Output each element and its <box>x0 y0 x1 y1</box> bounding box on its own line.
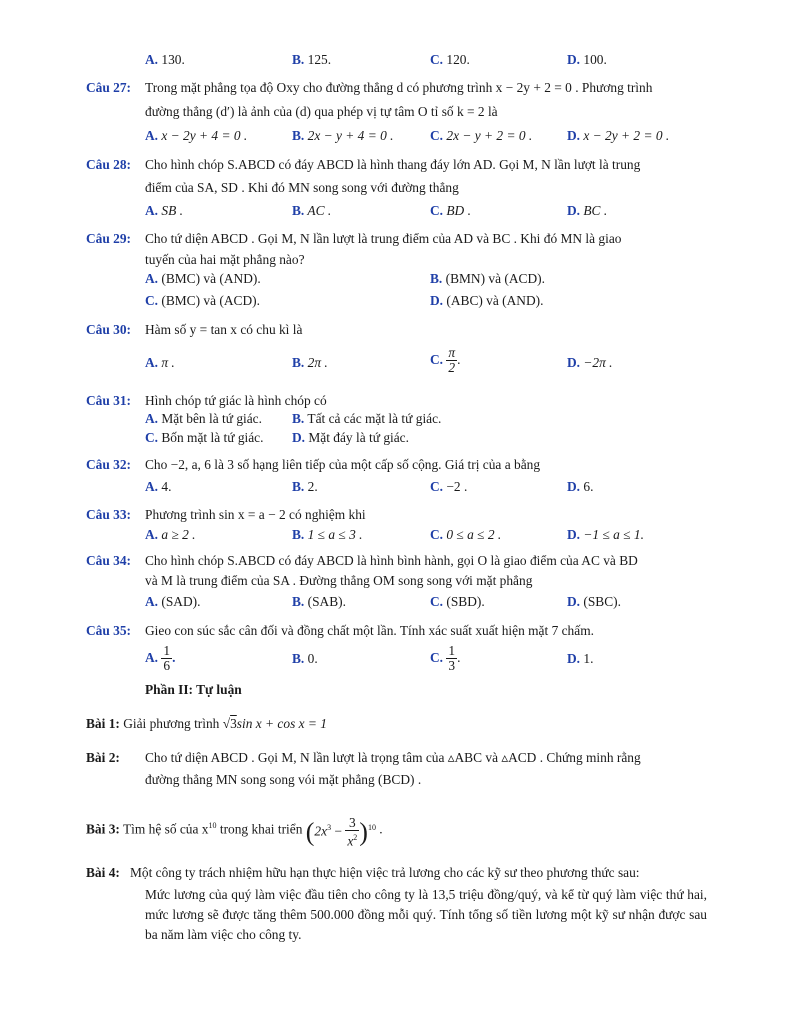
bai-4-text-1: Một công ty trách nhiệm hữu hạn thực hiện việc trả lương cho các kỹ sư theo phương thức sau: <box>130 865 640 880</box>
q28-option-a: A. SB . <box>145 203 183 218</box>
q35-option-c: C. $\frac{1}{3}$ . <box>430 643 461 674</box>
q28-option-d: D. BC . <box>567 203 608 218</box>
q32-option-b: B. 2. <box>292 479 318 494</box>
q26-option-a: A. 130. <box>145 52 185 67</box>
expansion-expression: ($2x^3$ − $\frac{3}{x^2}$ )$^{10}$ <box>305 815 376 849</box>
q33-option-d: D. −1 ≤ a ≤ 1. <box>567 527 644 542</box>
q35-text-1: Gieo con súc sắc cân đối và đồng chất một lần. Tính xác suất xuất hiện mặt 7 chấm. <box>145 623 594 638</box>
q28-option-c: C. BD . <box>430 203 471 218</box>
q32-option-d: D. 6. <box>567 479 594 494</box>
q30-number: Câu 30: <box>86 322 132 337</box>
q35-option-d: D. 1. <box>567 651 594 666</box>
q29-option-b: B. (BMN) và (ACD). <box>430 271 545 286</box>
q26-option-b: B. 125. <box>292 52 332 67</box>
q28-option-b: B. AC . <box>292 203 332 218</box>
q27-option-a: A. x − 2y + 4 = 0 . <box>145 128 248 143</box>
q28-number: Câu 28: <box>86 157 132 172</box>
q33-text-1: Phương trình sin x = a − 2 có nghiệm khi <box>145 507 366 522</box>
q27-text-2: đường thẳng (d′) là ảnh của (d) qua phép vị tự tâm O tỉ số k = 2 là <box>145 104 498 119</box>
q33-option-a: A. a ≥ 2 . <box>145 527 196 542</box>
q35-option-b: B. 0. <box>292 651 318 666</box>
bai-1-label: Bài 1: <box>86 716 120 731</box>
q35-number: Câu 35: <box>86 623 132 638</box>
q31-option-d: D. Mặt đáy là tứ giác. <box>292 430 409 445</box>
q34-option-c: C. (SBD). <box>430 594 485 609</box>
q30-option-b: B. 2π . <box>292 355 328 370</box>
q30-text-1: Hàm số y = tan x có chu kì là <box>145 322 303 337</box>
q29-number: Câu 29: <box>86 231 132 246</box>
q26-option-c: C. 120. <box>430 52 470 67</box>
q29-option-c: C. (BMC) và (ACD). <box>145 293 260 308</box>
bai-4-label: Bài 4: <box>86 865 120 880</box>
q34-text-2: và M là trung điểm của SA . Đường thẳng OM song song với mặt phẳng <box>145 573 533 588</box>
q29-option-d: D. (ABC) và (AND). <box>430 293 544 308</box>
q34-number: Câu 34: <box>86 553 132 568</box>
q32-option-a: A. 4. <box>145 479 172 494</box>
q27-text-1: Trong mặt phẳng tọa độ Oxy cho đường thẳng d có phương trình x − 2y + 2 = 0 . Phương trình <box>145 80 653 95</box>
q34-option-a: A. (SAD). <box>145 594 201 609</box>
bai-1: Bài 1: Giải phương trình √3sin x + cos x = 1 <box>86 716 327 731</box>
q34-text-1: Cho hình chóp S.ABCD có đáy ABCD là hình bình hành, gọi O là giao điểm của AC và BD <box>145 553 638 568</box>
q31-text-1: Hình chóp tứ giác là hình chóp có <box>145 393 327 408</box>
part-2-heading: Phần II: Tự luận <box>145 682 242 697</box>
q32-number: Câu 32: <box>86 457 132 472</box>
q26-option-d: D. 100. <box>567 52 607 67</box>
sqrt-symbol: √3 <box>222 716 237 731</box>
q30-option-c: C. $\frac{\pi}{2}$ . <box>430 345 461 376</box>
q29-option-a: A. (BMC) và (AND). <box>145 271 261 286</box>
q27-option-c: C. 2x − y + 2 = 0 . <box>430 128 533 143</box>
q34-option-d: D. (SBC). <box>567 594 621 609</box>
q30-option-d: D. −2π . <box>567 355 613 370</box>
bai-2-text-2: đường thẳng MN song song vói mặt phẳng (BCD) . <box>145 772 422 787</box>
bai-2-label: Bài 2: <box>86 750 120 765</box>
bai-4-text-rest: Mức lương của quý làm việc đầu tiên cho công ty là 13,5 triệu đồng/quý, và kể từ quý làm việc thứ hai, mức lương sẽ được tăng thêm 500.000 đồng mỗi quý. Tính tổng số tiền lương một kỹ sư nhận được sau ba năm làm việc cho công ty. <box>145 887 707 942</box>
q33-option-c: C. 0 ≤ a ≤ 2 . <box>430 527 502 542</box>
q32-option-c: C. −2 . <box>430 479 468 494</box>
q29-text-1: Cho tứ diện ABCD . Gọi M, N lần lượt là trung điểm của AD và BC . Khi đó MN là giao <box>145 231 622 246</box>
bai-2-text-1: Cho tứ diện ABCD . Gọi M, N lần lượt là trọng tâm của ▵ABC và ▵ACD . Chứng minh rằng <box>145 750 641 765</box>
q28-text-2: điểm của SA, SD . Khi đó MN song song với đường thẳng <box>145 180 459 195</box>
q27-option-b: B. 2x − y + 4 = 0 . <box>292 128 394 143</box>
q31-number: Câu 31: <box>86 393 132 408</box>
q30-option-a: A. π . <box>145 355 175 370</box>
q31-option-c: C. Bốn mặt là tứ giác. <box>145 430 264 445</box>
q31-option-b: B. Tất cả các mặt là tứ giác. <box>292 411 442 426</box>
q35-option-a: A. $\frac{1}{6}$ . <box>145 643 176 674</box>
q34-option-b: B. (SAB). <box>292 594 346 609</box>
q27-option-d: D. x − 2y + 2 = 0 . <box>567 128 670 143</box>
bai-3: Bài 3: Tìm hệ số của $x^{10}$ trong khai triển ($2x^3$ − $\frac{3}{x^2}$ )$^{10}$ . <box>86 806 383 853</box>
q33-option-b: B. 1 ≤ a ≤ 3 . <box>292 527 363 542</box>
q32-text-1: Cho −2, a, 6 là 3 số hạng liên tiếp của một cấp số cộng. Giá trị của a bằng <box>145 457 541 472</box>
bai-3-label: Bài 3: <box>86 821 120 837</box>
q33-number: Câu 33: <box>86 507 132 522</box>
q29-text-2: tuyến của hai mặt phẳng nào? <box>145 252 305 267</box>
q27-number: Câu 27: <box>86 80 132 95</box>
q31-option-a: A. Mặt bên là tứ giác. <box>145 411 262 426</box>
q28-text-1: Cho hình chóp S.ABCD có đáy ABCD là hình thang đáy lớn AD. Gọi M, N lần lượt là trung <box>145 157 641 172</box>
